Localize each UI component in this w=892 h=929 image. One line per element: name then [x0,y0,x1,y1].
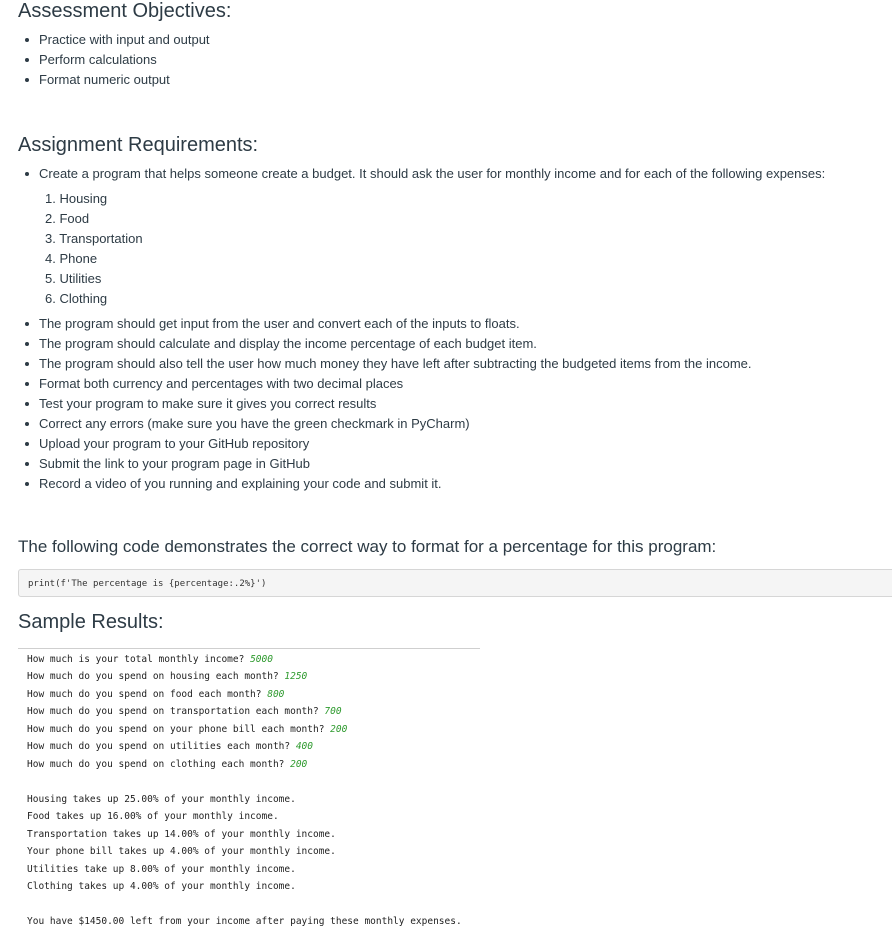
sample-results-heading: Sample Results: [18,611,164,633]
requirement-item: The program should calculate and display the income percentage of each budget item. [39,334,752,354]
requirements-intro-list [18,164,825,184]
prompt-text: How much do you spend on food each month? [27,689,268,700]
user-input: 200 [290,759,308,770]
requirement-item: The program should get input from the user and convert each of the inputs to floats. [39,314,752,334]
summary-line: You have $1450.00 left from your income after paying these monthly expenses. [27,916,462,927]
objective-item: Practice with input and output [39,30,210,50]
code-block[interactable]: print(f'The percentage is {percentage:.2%}') [18,569,892,597]
requirement-item: Upload your program to your GitHub repository [39,434,752,454]
sample-output-console [18,648,480,927]
objectives-heading: Assessment Objectives: [18,0,232,22]
user-input: 800 [267,689,285,700]
output-line: Clothing takes up 4.00% of your monthly income. [27,881,296,892]
expense-item: 4. Phone [45,251,98,266]
prompt-line [27,740,313,754]
prompt-line [27,688,284,702]
output-line: Housing takes up 25.00% of your monthly income. [27,794,296,805]
code-example-heading: The following code demonstrates the correct way to format for a percentage for this program: [18,537,717,556]
requirements-heading: Assignment Requirements: [18,134,259,156]
user-input: 700 [324,706,342,717]
prompt-line [27,705,342,719]
prompt-text: How much do you spend on your phone bill each month? [27,724,331,735]
prompt-line [27,723,347,737]
requirement-item: Submit the link to your program page in GitHub [39,454,752,474]
prompt-line [27,670,307,684]
requirement-item: The program should also tell the user how much money they have left after subtracting the budgeted items from the income. [39,354,752,374]
requirement-item: Format both currency and percentages with two decimal places [39,374,752,394]
output-line: Utilities take up 8.00% of your monthly income. [27,864,296,875]
objectives-list [18,30,210,90]
requirement-intro: Create a program that helps someone create a budget. It should ask the user for monthly income and for each of the following expenses: [39,164,825,184]
user-input: 5000 [250,654,273,665]
requirements-list [18,314,752,494]
requirement-item: Correct any errors (make sure you have the green checkmark in PyCharm) [39,414,752,434]
prompt-text: How much is your total monthly income? [27,654,251,665]
prompt-text: How much do you spend on utilities each month? [27,741,296,752]
expense-item: 1. Housing [45,191,108,206]
prompt-text: How much do you spend on housing each month? [27,671,285,682]
requirement-item: Test your program to make sure it gives you correct results [39,394,752,414]
prompt-line [27,758,307,772]
objective-item: Format numeric output [39,70,210,90]
expense-item: 3. Transportation [45,231,143,246]
user-input: 200 [330,724,348,735]
output-line: Food takes up 16.00% of your monthly income. [27,811,279,822]
prompt-text: How much do you spend on clothing each month? [27,759,291,770]
output-line: Your phone bill takes up 4.00% of your monthly income. [27,846,336,857]
requirement-item: Record a video of you running and explaining your code and submit it. [39,474,752,494]
expense-item: 2. Food [45,211,90,226]
user-input: 400 [295,741,313,752]
user-input: 1250 [284,671,308,682]
output-line: Transportation takes up 14.00% of your monthly income. [27,829,336,840]
expense-item: 5. Utilities [45,271,102,286]
prompt-line [27,653,273,667]
expense-item: 6. Clothing [45,291,108,306]
prompt-text: How much do you spend on transportation each month? [27,706,325,717]
expenses-list [45,189,143,309]
objective-item: Perform calculations [39,50,210,70]
